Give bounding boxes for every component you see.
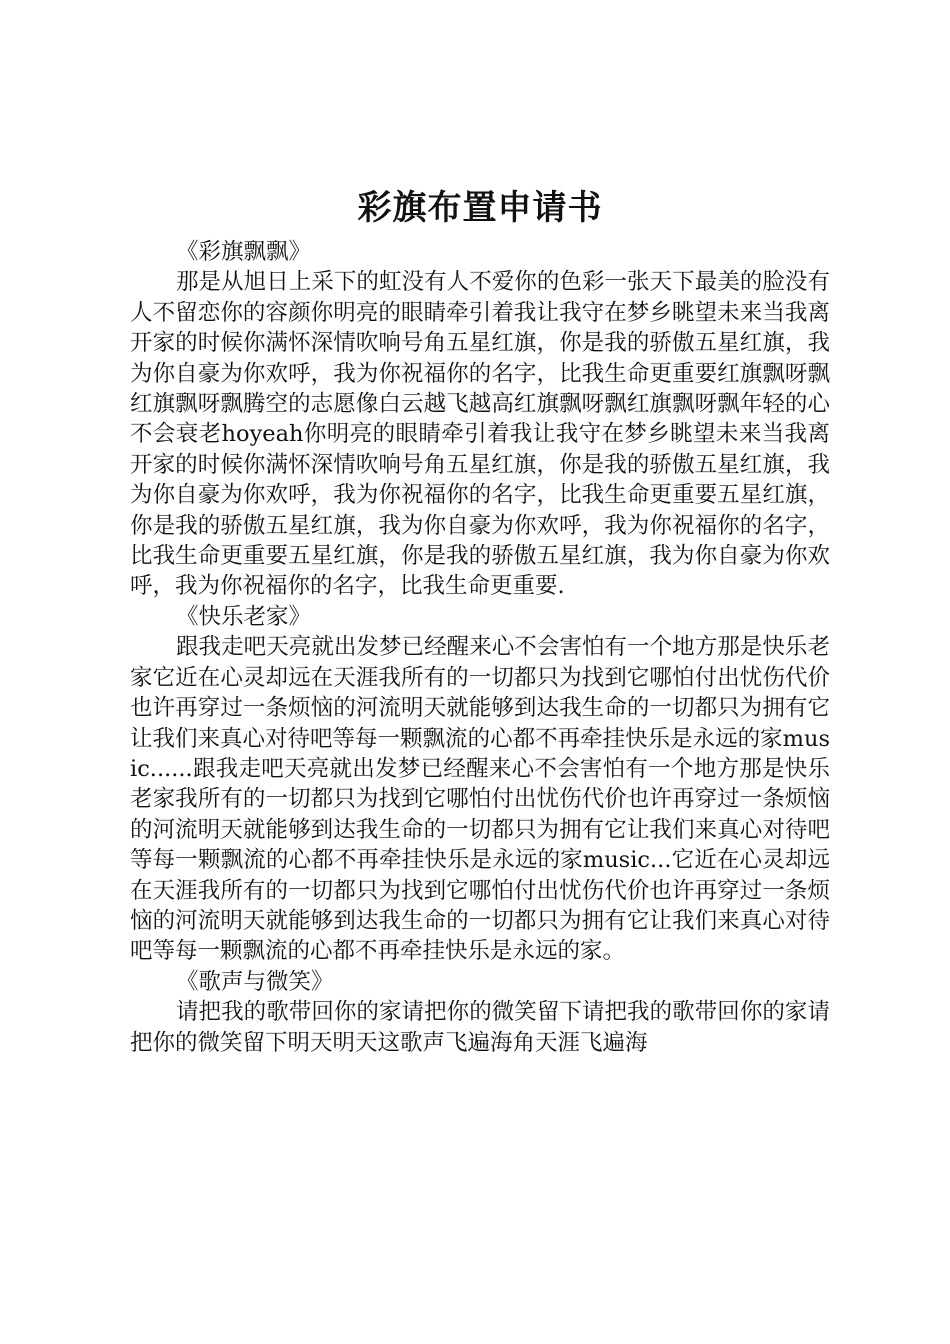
document-title: 彩旗布置申请书: [357, 188, 603, 228]
section-body: 请把我的歌带回你的家请把你的微笑留下请把我的歌带回你的家请把你的微笑留下明天明天这歌声飞遍海角天涯飞遍海: [130, 999, 830, 1056]
section-caiqi-piaopiao: [130, 237, 830, 602]
section-body: 跟我走吧天亮就出发梦已经醒来心不会害怕有一个地方那是快乐老家它近在心灵却远在天涯我所有的一切都只为找到它哪怕付出忧伤代价也许再穿过一条烦恼的河流明天就能够到达我生命的一切都只为拥有它让我们来真心对待吧等每一颗飘流的心都不再牵挂快乐是永远的家music......跟我走吧天亮就出发梦已经醒来心不会害怕有一个地方那是快乐老家我所有的一切都只为找到它哪怕付出忧伤代价也许再穿过一条烦恼的河流明天就能够到达我生命的一切都只为拥有它让我们来真心对待吧等每一颗飘流的心都不再牵挂快乐是永远的家music...它近在心灵却远在天涯我所有的一切都只为找到它哪怕付出忧伤代价也许再穿过一条烦恼的河流明天就能够到达我生命的一切都只为拥有它让我们来真心对待吧等每一颗飘流的心都不再牵挂快乐是永远的家。: [130, 634, 830, 965]
section-heading: 《歌声与微笑》: [176, 968, 334, 995]
section-heading: 《快乐老家》: [176, 603, 312, 630]
document-page: [130, 185, 830, 1058]
section-body: 那是从旭日上采下的虹没有人不爱你的色彩一张天下最美的脸没有人不留恋你的容颜你明亮的眼睛牵引着我让我守在梦乡眺望未来当我离开家的时候你满怀深情吹响号角五星红旗，你是我的骄傲五星红旗，我为你自豪为你欢呼，我为你祝福你的名字，比我生命更重要红旗飘呀飘红旗飘呀飘腾空的志愿像白云越飞越高红旗飘呀飘红旗飘呀飘年轻的心不会衰老hoyeah你明亮的眼睛牵引着我让我守在梦乡眺望未来当我离开家的时候你满怀深情吹响号角五星红旗，你是我的骄傲五星红旗，我为你自豪为你欢呼，我为你祝福你的名字，比我生命更重要五星红旗，你是我的骄傲五星红旗，我为你自豪为你欢呼，我为你祝福你的名字，比我生命更重要五星红旗，你是我的骄傲五星红旗，我为你自豪为你欢呼，我为你祝福你的名字，比我生命更重要.: [130, 269, 830, 600]
section-gesheng-yu-weixiao: [130, 967, 830, 1058]
section-heading: 《彩旗飘飘》: [176, 239, 312, 265]
section-kuaile-laojia: [130, 602, 830, 967]
